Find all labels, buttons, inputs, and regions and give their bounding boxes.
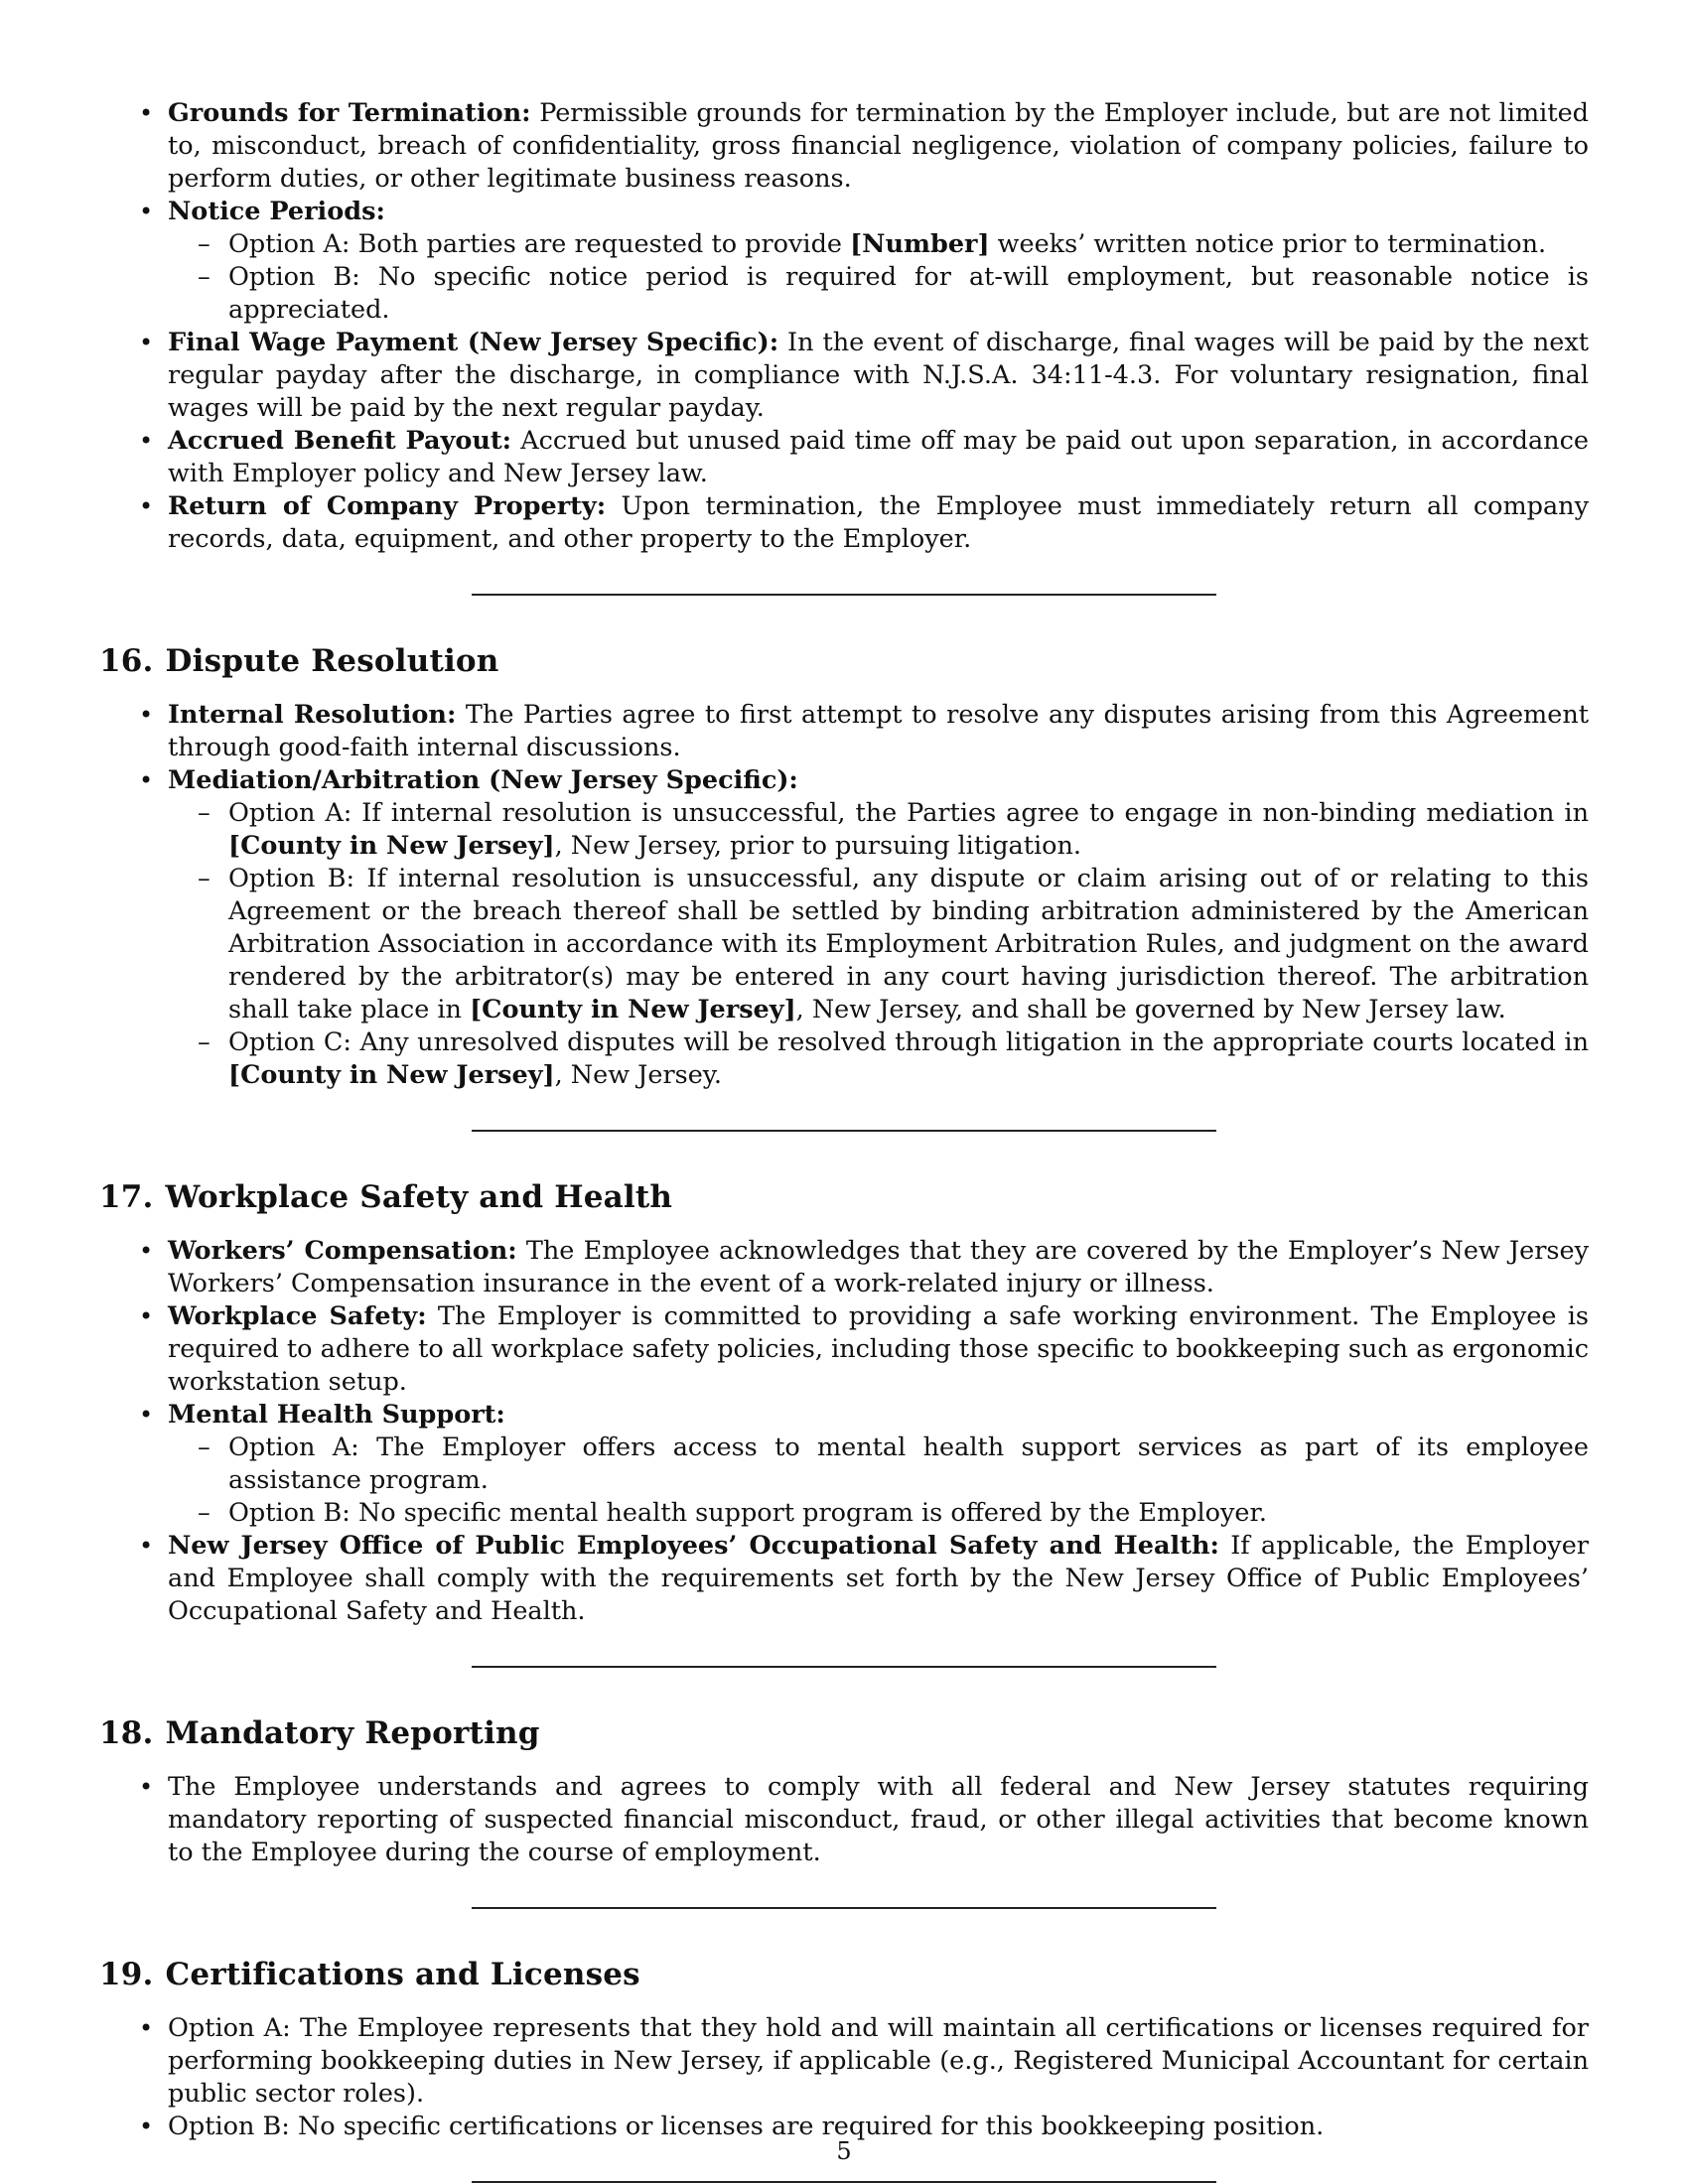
section-number: 17. (99, 1179, 154, 1215)
option-b-text: Option B: If internal resolution is unsuccessful, any dispute or claim arising out of or relating to this Agreement or the breach thereof shall be settled by binding arbitration administered by the American Arbitration Association in accordance with its Employment Arbitration Rules, and judgment on the award rendered by the arbitrator(s) may be entered in any court having jurisdiction thereof. The arbitration shall take place in (228, 864, 1589, 1024)
mental-option-b: – Option B: No specific mental health support program is offered by the Employer. (168, 1497, 1589, 1530)
mental-label: Mental Health Support: (168, 1400, 505, 1430)
page-number: 5 (836, 2137, 852, 2165)
section-number: 16. (99, 643, 154, 679)
section-title: Dispute Resolution (165, 643, 499, 679)
dispute-list (99, 699, 1589, 1092)
mediation-label: Mediation/Arbitration (New Jersey Specific): (168, 765, 798, 795)
option-a-tail: , New Jersey, prior to pursuing litigation. (554, 831, 1082, 861)
notice-option-a-text: Option A: Both parties are requested to provide (228, 229, 851, 259)
mediation-options (168, 797, 1589, 1092)
mediation-option-a (168, 797, 1589, 863)
list-item-mediation (99, 764, 1589, 1092)
notice-option-a (168, 228, 1589, 261)
option-c-text: Option C: Any unresolved disputes will be resolved through litigation in the appropriate courts located in (228, 1027, 1589, 1057)
page-content (99, 97, 1589, 2183)
list-item-peosh (99, 1530, 1589, 1628)
notice-label: Notice Periods: (168, 197, 385, 226)
section-title: Workplace Safety and Health (165, 1179, 673, 1215)
peosh-label: New Jersey Office of Public Employees’ Occupational Safety and Health: (168, 1531, 1219, 1561)
option-b-tail: , New Jersey, and shall be governed by New Jersey law. (795, 995, 1506, 1024)
grounds-text: Permissible grounds for termination by the Employer include, but are not limited to, misconduct, breach of confidentiality, gross financial negligence, violation of company policies, failure to perform duties, or other legitimate business reasons. (168, 98, 1589, 194)
list-item-workers-comp (99, 1235, 1589, 1300)
safety-text: The Employer is committed to providing a safe working environment. The Employee is required to adhere to all workplace safety policies, including those specific to bookkeeping such as ergonomic workstation setup. (168, 1301, 1589, 1397)
section-title: Mandatory Reporting (165, 1715, 540, 1751)
list-item-workplace-safety (99, 1300, 1589, 1399)
accrued-label: Accrued Benefit Payout: (168, 426, 512, 456)
workers-label: Workers’ Compensation: (168, 1236, 517, 1266)
final-wage-label: Final Wage Payment (New Jersey Specific): (168, 328, 779, 357)
county-placeholder: [County in New Jersey] (470, 995, 796, 1024)
section-divider (472, 1666, 1216, 1668)
peosh-text: If applicable, the Employer and Employee shall comply with the requirements set forth by the New Jersey Office of Public Employees’ Occupational Safety and Health. (168, 1531, 1589, 1626)
notice-option-b: – Option B: No specific notice period is required for at-will employment, but reasonable notice is appreciated. (168, 261, 1589, 327)
list-item-grounds (99, 97, 1589, 196)
list-item-notice (99, 196, 1589, 327)
mediation-option-c (168, 1026, 1589, 1092)
section-divider (472, 1130, 1216, 1132)
list-item-internal (99, 699, 1589, 764)
workers-text: The Employee acknowledges that they are covered by the Employer’s New Jersey Workers’ Compensation insurance in the event of a work-related injury or illness. (168, 1236, 1589, 1298)
return-text: Upon termination, the Employee must immediately return all company records, data, equipment, and other property to the Employer. (168, 491, 1589, 554)
list-item-accrued (99, 425, 1589, 490)
option-a-text: Option A: If internal resolution is unsuccessful, the Parties agree to engage in non-binding mediation in (228, 798, 1589, 828)
section-number: 18. (99, 1715, 154, 1751)
section-heading-16 (99, 641, 1589, 681)
internal-label: Internal Resolution: (168, 700, 457, 730)
certifications-list (99, 2012, 1589, 2143)
mental-option-a: – Option A: The Employer offers access to mental health support services as part of its employee assistance program. (168, 1432, 1589, 1497)
section-number: 19. (99, 1957, 154, 1992)
accrued-text: Accrued but unused paid time off may be paid out upon separation, in accordance with Employer policy and New Jersey law. (168, 426, 1589, 488)
grounds-label: Grounds for Termination: (168, 98, 531, 128)
notice-options (168, 228, 1589, 327)
option-c-tail: , New Jersey. (554, 1060, 722, 1090)
return-label: Return of Company Property: (168, 491, 607, 521)
list-item-cert-option-a: • Option A: The Employee represents that they hold and will maintain all certifications or licenses required for performing bookkeeping duties in New Jersey, if applicable (e.g., Registered Municipal Accountant for certain public sector roles). (99, 2012, 1589, 2111)
list-item-cert-option-b: • Option B: No specific certifications or licenses are required for this bookkeeping position. (99, 2111, 1589, 2143)
list-item-final-wage (99, 327, 1589, 425)
section-divider (472, 2181, 1216, 2183)
notice-option-a-tail: weeks’ written notice prior to termination. (989, 229, 1547, 259)
safety-label: Workplace Safety: (168, 1301, 427, 1331)
section-title: Certifications and Licenses (165, 1957, 640, 1992)
number-placeholder: [Number] (850, 229, 990, 259)
section-heading-19 (99, 1955, 1589, 1994)
final-wage-text: In the event of discharge, final wages will be paid by the next regular payday after the discharge, in compliance with N.J.S.A. 34:11-4.3. For voluntary resignation, final wages will be paid by the next regular payday. (168, 328, 1589, 423)
list-item-reporting: • The Employee understands and agrees to comply with all federal and New Jersey statutes requiring mandatory reporting of suspected financial misconduct, fraud, or other illegal activities that become known to the Employee during the course of employment. (99, 1771, 1589, 1869)
termination-list (99, 97, 1589, 556)
reporting-list (99, 1771, 1589, 1869)
internal-text: The Parties agree to first attempt to resolve any disputes arising from this Agreement through good-faith internal discussions. (168, 700, 1589, 762)
list-item-return-property (99, 490, 1589, 556)
section-divider (472, 1907, 1216, 1909)
list-item-mental-health (99, 1399, 1589, 1530)
county-placeholder: [County in New Jersey] (228, 831, 555, 861)
mediation-option-b (168, 863, 1589, 1026)
mental-options (168, 1432, 1589, 1530)
safety-list (99, 1235, 1589, 1628)
section-divider (472, 594, 1216, 596)
section-heading-17 (99, 1177, 1589, 1217)
county-placeholder: [County in New Jersey] (228, 1060, 555, 1090)
section-heading-18 (99, 1713, 1589, 1753)
